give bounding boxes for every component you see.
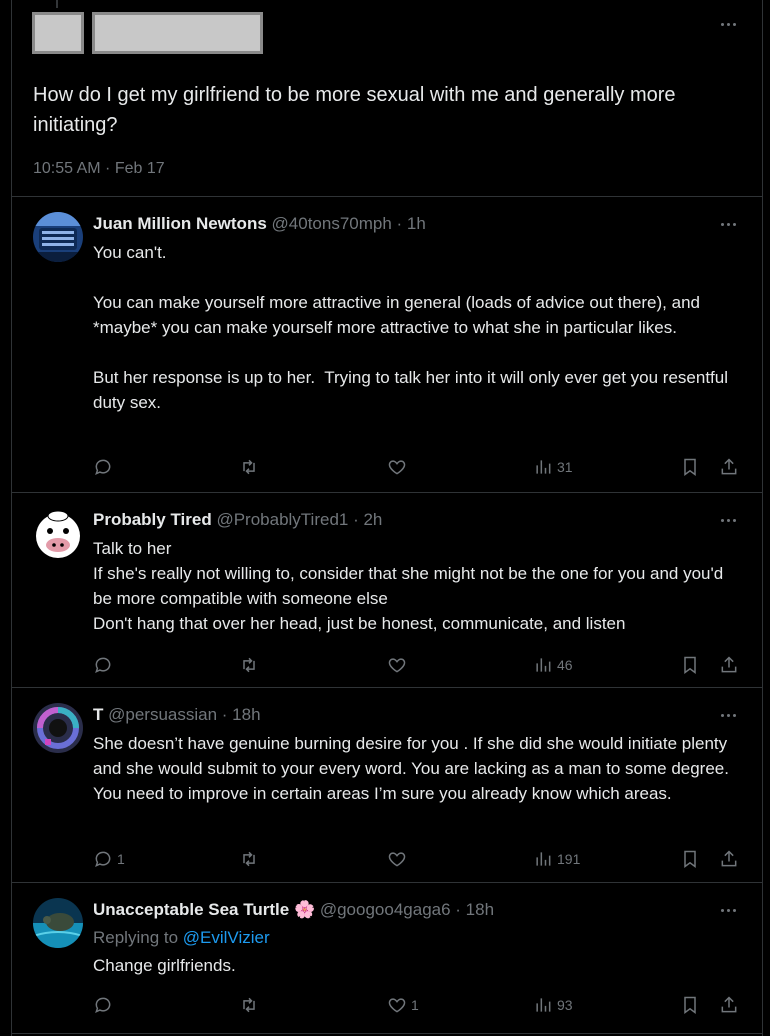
- repost-button[interactable]: [239, 456, 259, 478]
- like-count: 1: [411, 997, 419, 1013]
- avatar[interactable]: [33, 212, 83, 262]
- comment-icon: [93, 457, 113, 477]
- repost-button[interactable]: [239, 654, 259, 676]
- share-button[interactable]: [719, 848, 739, 870]
- comment-icon: [93, 849, 113, 869]
- comment-icon: [93, 995, 113, 1015]
- more-options-icon[interactable]: [718, 217, 738, 231]
- heart-icon: [387, 457, 407, 477]
- reply-button[interactable]: [93, 994, 117, 1016]
- like-button[interactable]: [387, 654, 411, 676]
- reply-button[interactable]: [93, 456, 117, 478]
- bookmark-button[interactable]: [680, 994, 700, 1016]
- main-post: [12, 0, 762, 197]
- comment-icon: [93, 655, 113, 675]
- share-button[interactable]: [719, 456, 739, 478]
- share-icon: [719, 995, 739, 1015]
- handle-time[interactable]: @googoo4gaga6 · 18h: [319, 900, 495, 919]
- share-icon: [719, 849, 739, 869]
- reply-tweet[interactable]: [12, 197, 762, 493]
- share-icon: [719, 457, 739, 477]
- action-bar: [12, 848, 762, 870]
- heart-icon: [387, 995, 407, 1015]
- more-options-icon[interactable]: [718, 708, 738, 722]
- reply-header: [93, 900, 494, 920]
- heart-icon: [387, 655, 407, 675]
- post-timestamp[interactable]: 10:55 AM · Feb 17: [33, 160, 165, 177]
- view-count: 93: [557, 997, 573, 1013]
- bookmark-icon: [680, 849, 700, 869]
- repost-icon: [239, 457, 259, 477]
- reply-button[interactable]: [93, 848, 125, 870]
- view-count: 191: [557, 851, 581, 867]
- views-bar-chart-icon: [533, 849, 553, 869]
- post-text: How do I get my girlfriend to be more sexual with me and generally more initiating?: [33, 84, 676, 136]
- handle-time[interactable]: @persuassian · 18h: [108, 705, 261, 724]
- flower-emoji-icon: 🌸: [293, 900, 316, 919]
- repost-icon: [239, 655, 259, 675]
- more-options-icon[interactable]: [718, 17, 738, 31]
- display-name[interactable]: Probably Tired: [93, 510, 212, 529]
- more-options-icon[interactable]: [718, 903, 738, 917]
- bookmark-button[interactable]: [680, 654, 700, 676]
- replying-to: [93, 928, 270, 948]
- handle-time[interactable]: @40tons70mph · 1h: [271, 214, 426, 233]
- reply-text: Talk to her If she's really not willing to, consider that she might not be the one for you and you'd be more compatible with someone else Don't hang that over her head, just be honest, communicate, and listen: [93, 539, 724, 633]
- repost-button[interactable]: [239, 848, 259, 870]
- views-button[interactable]: [533, 654, 573, 676]
- repost-button[interactable]: [239, 994, 259, 1016]
- view-count: 46: [557, 657, 573, 673]
- bookmark-button[interactable]: [680, 456, 700, 478]
- like-button[interactable]: [387, 994, 419, 1016]
- views-bar-chart-icon: [533, 655, 553, 675]
- views-bar-chart-icon: [533, 457, 553, 477]
- reply-tweet[interactable]: [12, 883, 762, 1034]
- reply-header: [93, 510, 382, 530]
- display-name[interactable]: Juan Million Newtons: [93, 214, 267, 233]
- bookmark-icon: [680, 655, 700, 675]
- action-bar: [12, 654, 762, 676]
- action-bar: [12, 456, 762, 478]
- more-options-icon[interactable]: [718, 513, 738, 527]
- share-button[interactable]: [719, 654, 739, 676]
- handle-time[interactable]: @ProbablyTired1 · 2h: [216, 510, 383, 529]
- timeline-column: [11, 0, 763, 1036]
- views-button[interactable]: [533, 848, 580, 870]
- like-button[interactable]: [387, 456, 411, 478]
- like-button[interactable]: [387, 848, 411, 870]
- avatar[interactable]: [33, 703, 83, 753]
- redacted-avatar: [32, 12, 84, 54]
- action-bar: [12, 994, 762, 1016]
- redacted-username: [92, 12, 263, 54]
- views-bar-chart-icon: [533, 995, 553, 1015]
- bookmark-icon: [680, 457, 700, 477]
- bookmark-button[interactable]: [680, 848, 700, 870]
- thread-line: [56, 0, 58, 8]
- avatar[interactable]: [33, 509, 83, 559]
- replying-to-label: Replying to: [93, 928, 183, 947]
- reply-header: [93, 214, 426, 234]
- reply-text: Change girlfriends.: [93, 956, 236, 975]
- reply-button[interactable]: [93, 654, 117, 676]
- view-count: 31: [557, 459, 573, 475]
- share-button[interactable]: [719, 994, 739, 1016]
- repost-icon: [239, 995, 259, 1015]
- reply-text: She doesn’t have genuine burning desire for you . If she did she would initiate plenty and she would submit to your every word. You are lacking as a man to some degree. You need to improve in certain areas I’m sure you already know which areas.: [93, 734, 734, 803]
- heart-icon: [387, 849, 407, 869]
- views-button[interactable]: [533, 456, 573, 478]
- avatar[interactable]: [33, 898, 83, 948]
- reply-tweet[interactable]: [12, 493, 762, 688]
- reply-count: 1: [117, 851, 125, 867]
- display-name[interactable]: T: [93, 705, 104, 724]
- reply-text: You can't. You can make yourself more attractive in general (loads of advice out there), and *maybe* you can make yourself more attractive to what she in particular likes. But her response is up to her. Trying to talk her into it will only ever get you resentful duty sex.: [93, 243, 728, 412]
- share-icon: [719, 655, 739, 675]
- views-button[interactable]: [533, 994, 573, 1016]
- repost-icon: [239, 849, 259, 869]
- display-name[interactable]: Unacceptable Sea Turtle: [93, 900, 290, 919]
- reply-tweet[interactable]: [12, 688, 762, 883]
- reply-header: [93, 705, 261, 725]
- replying-to-link[interactable]: @EvilVizier: [182, 928, 270, 947]
- bookmark-icon: [680, 995, 700, 1015]
